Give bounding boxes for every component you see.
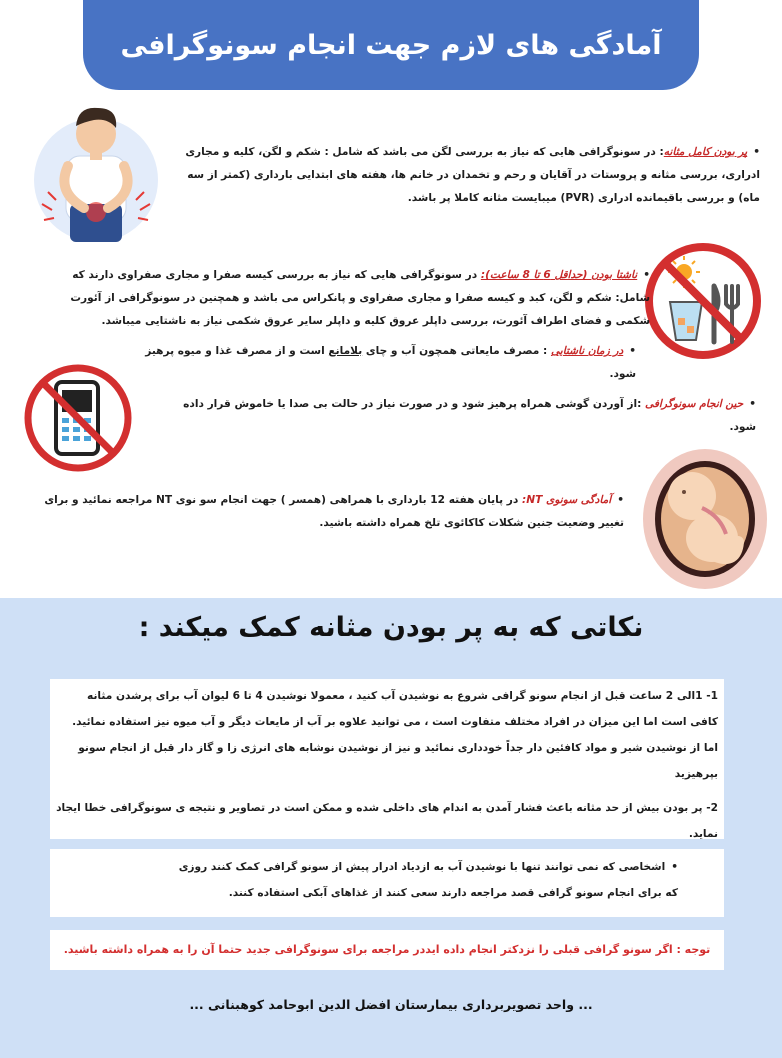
no-phone-icon: [18, 364, 138, 472]
tip-1: 1- 1الی 2 ساعت قبل از انجام سونو گرافی شروع به نوشیدن آب کنید ، معمولا نوشیدن 4 تا 6 لیوان آب برای پرشدن مثانه کافی است اما این میزان در افراد مختلف متفاوت است ، می توانید علاوه بر آب از مایعات دیگر و آب میوه نیز استفاده نمائید. اما از نوشیدن شیر و مواد کافئین دار جداً خودداری نمائید و نیز از نوشیدن نوشابه های انرژی زا و گاز دار قبل از انجام سونو بپرهیزید: [72, 690, 718, 780]
bullet-icon: •: [753, 146, 760, 158]
item-fasting: [34, 264, 650, 333]
item-text: :از آوردن گوشی همراه پرهیز شود و در صورت نیاز در حالت بی صدا یا خاموش قرار داده شود.: [183, 398, 756, 433]
item-label: ناشتا بودن (حداقل 6 تا 8 ساعت):: [480, 269, 638, 281]
item-label: در زمان ناشتایی: [550, 345, 624, 357]
bullet-icon: •: [643, 269, 650, 281]
warning-box: [50, 930, 724, 970]
item-nt-sonography: [34, 489, 624, 535]
tips-box: [50, 679, 724, 839]
footer-credit: ... واحد تصویربرداری بیمارستان افضل الدین ابوحامد کوهبنانی ...: [189, 997, 593, 1012]
bullet-icon: •: [671, 861, 678, 873]
note-content: اشخاصی که نمی توانند تنها با نوشیدن آب به ازدیاد ادرار پیش از سونو گرافی کمک کنند روزی که برای انجام سونو گرافی قصد مراجعه دارند سعی کنند از غذاهای آبکی استفاده کنند.: [178, 861, 678, 899]
item-text: : در سونوگرافی هایی که نیاز به بررسی لگن می باشد که شامل : شکم و لگن، کلیه و مجاری ادراری، بررسی مثانه و پروستات در آقایان و رحم و تخمدان در خانم ها، هفته های ابتدایی بارداری (کمتر از سه ماه) و بررسی باقیمانده ادراری (PVR) میبایست مثانه کاملا پر باشد.: [185, 146, 760, 204]
page-title: آمادگی های لازم جهت انجام سونوگرافی: [120, 29, 662, 61]
patient-bladder-icon: [28, 96, 164, 244]
tip-2: 2- پر بودن بیش از حد مثانه باعث فشار آمدن به اندام های داخلی شده و ممکن است در تصاویر و نتیجه ی سونوگرافی خطا ایجاد نماید.: [56, 802, 718, 840]
item-underlined-text: بلامانع: [328, 345, 363, 357]
item-text: است و از مصرف غذا و میوه پرهیز شود.: [145, 345, 636, 380]
bladder-tips-heading: نکاتی که به پر بودن مثانه کمک میکند :: [138, 612, 644, 643]
item-fasting-time: [116, 340, 636, 386]
item-label: آمادگی سونوی NT:: [522, 494, 612, 506]
item-during-sonography: [156, 393, 756, 439]
item-label: پر بودن کامل مثانه: [663, 146, 748, 158]
item-text: در پایان هفته 12 بارداری با همراهی (همسر ) جهت انجام سو نوی NT مراجعه نمائید و برای تغییر وضعیت جنین شکلات کاکائوی تلخ همراه داشته باشید.: [44, 494, 624, 529]
no-food-icon: [640, 242, 766, 360]
fetus-icon: [640, 446, 770, 592]
item-text: : مصرف مایعاتی همچون آب و چای: [362, 345, 551, 357]
bullet-icon: •: [629, 345, 636, 357]
item-text: در سونوگرافی هایی که نیاز به بررسی کیسه صفرا و مجاری صفراوی دارند که شامل: شکم و لگن، کبد و کیسه صفرا و مجاری صفراوی و پانکراس می باشد و همچنین در سونوگرافی از آئورت شکمی و فضای اطراف آئورت، بررسی داپلر عروق کلیه و داپلر سایر عروق شکمی نیاز به ناشتایی میباشد.: [70, 269, 650, 327]
item-full-bladder: [162, 141, 760, 210]
note-text: [170, 854, 678, 906]
warning-text: توجه : اگر سونو گرافی قبلی را نزدکتر انجام داده ایددر مراجعه برای سونوگرافی جدید حتما آن را به همراه داشته باشید.: [63, 943, 711, 956]
bullet-icon: •: [749, 398, 756, 410]
title-banner: [83, 0, 699, 90]
note-box: [50, 849, 724, 917]
bullet-icon: •: [617, 494, 624, 506]
item-label: حین انجام سونوگرافی: [645, 398, 744, 410]
